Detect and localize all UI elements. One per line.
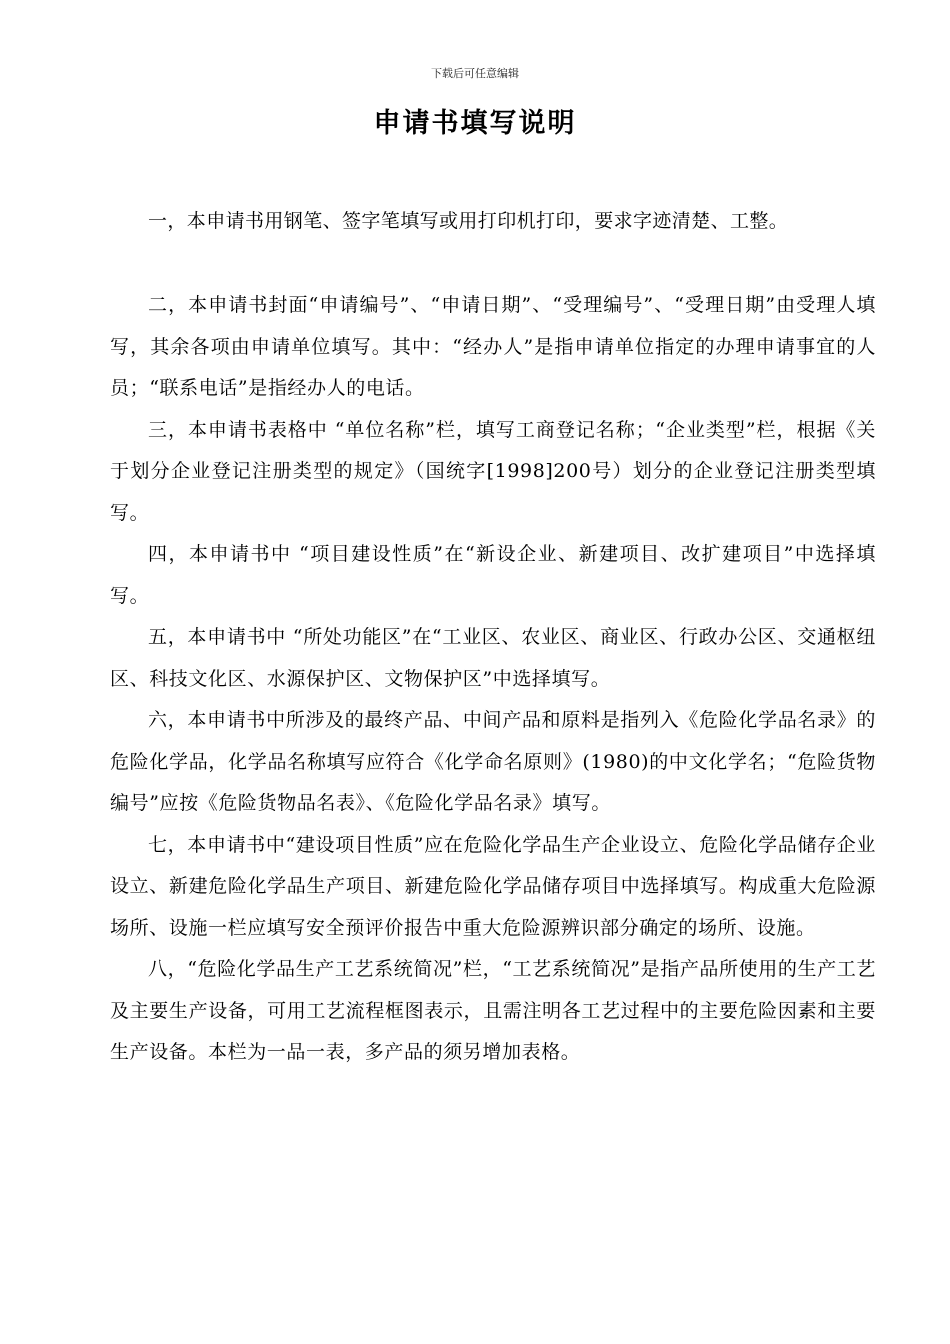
instruction-block-rest <box>110 285 876 1074</box>
instruction-paragraph-3: 三，本申请书表格中 “单位名称”栏，填写工商登记名称；“企业类型”栏，根据《关于划分企业登记注册类型的规定》（国统字[1998]200号）划分的企业登记注册类型填写。 <box>110 418 876 524</box>
instruction-paragraph-2: 二，本申请书封面“申请编号”、“申请日期”、“受理编号”、“受理日期”由受理人填写，其余各项由申请单位填写。其中：“经办人”是指申请单位指定的办理申请事宜的人员；“联系电话”是指经办人的电话。 <box>110 294 876 399</box>
instruction-paragraph-5: 五，本申请书中 “所处功能区”在“工业区、农业区、商业区、行政办公区、交通枢纽区、科技文化区、水源保护区、文物保护区”中选择填写。 <box>110 626 876 690</box>
instruction-paragraph-1: 一，本申请书用钢笔、签字笔填写或用打印机打印，要求字迹清楚、工整。 <box>148 210 789 232</box>
instruction-block-first <box>110 201 876 243</box>
instruction-paragraph-8: 八，“危险化学品生产工艺系统简况”栏，“工艺系统简况”是指产品所使用的生产工艺及主要生产设备，可用工艺流程框图表示，且需注明各工艺过程中的主要危险因素和主要生产设备。本栏为一品一表，多产品的须另增加表格。 <box>110 958 876 1063</box>
page-title: 申请书填写说明 <box>373 108 577 139</box>
download-note: 下载后可任意编辑 <box>431 67 519 80</box>
instruction-paragraph-6: 六，本申请书中所涉及的最终产品、中间产品和原料是指列入《危险化学品名录》的危险化学品，化学品名称填写应符合《化学命名原则》(1980)的中文化学名；“危险货物编号”应按《危险货物品名表》、《危险化学品名录》填写。 <box>110 709 876 814</box>
instruction-paragraph-4: 四，本申请书中 “项目建设性质”在“新设企业、新建项目、改扩建项目”中选择填写。 <box>110 543 876 607</box>
instruction-paragraph-7: 七，本申请书中“建设项目性质”应在危险化学品生产企业设立、危险化学品储存企业设立、新建危险化学品生产项目、新建危险化学品储存项目中选择填写。构成重大危险源场所、设施一栏应填写安全预评价报告中重大危险源辨识部分确定的场所、设施。 <box>110 833 876 939</box>
